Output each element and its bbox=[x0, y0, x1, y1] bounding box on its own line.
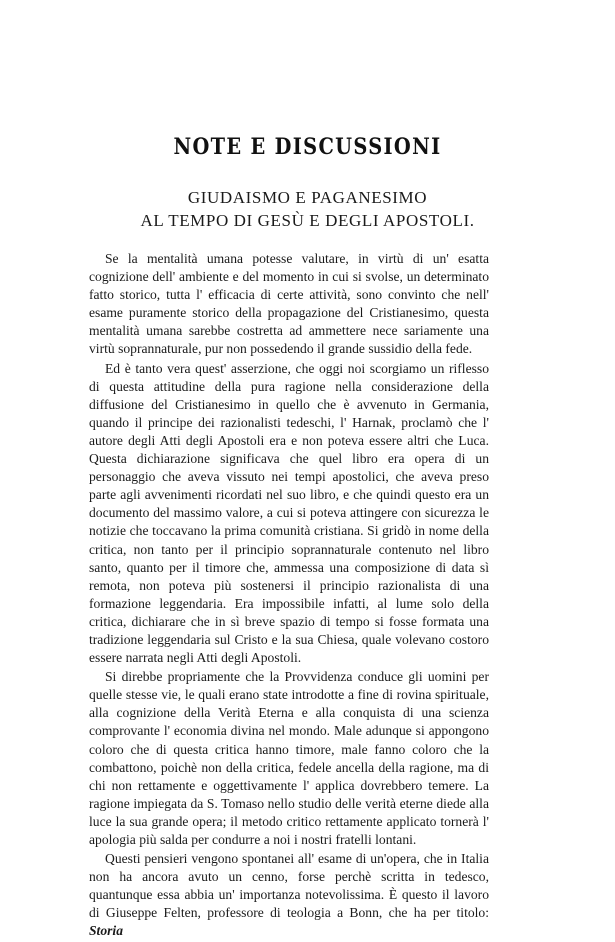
article-title-line-2: AL TEMPO DI GESÙ E DEGLI APOSTOLI. bbox=[140, 211, 475, 230]
paragraph-1: Se la mentalità umana potesse valutare, in virtù di un' esatta cognizione dell' ambiente e del momento in cui si svolse, un determinato fatto storico, tutta l' efficacia di certe attività, sono convinto che nell' esame puramente storico della propagazione del Cristianesimo, questa mentalità umana sarebbe costretta ad ammettere nece sariamente una virtù soprannaturale, pur non possedendo il grande sussidio della fede. bbox=[89, 251, 489, 357]
paragraph-4-text: Questi pensieri vengono spontanei all' esame di un'opera, che in Italia non ha ancora avuto un cenno, forse perchè scritta in tedesco, quantunque essa abbia un' importanza notevolissima. È questo il lavoro di Giuseppe Felten, professore di teologia a Bonn, che ha per titolo: bbox=[89, 851, 489, 921]
article-title bbox=[0, 186, 615, 232]
paragraph-3: Si direbbe propriamente che la Provvidenza conduce gli uomini per quelle stesse vie, le quali erano state introdotte a fine di rovina spirituale, alla cognizione della Verità Eterna e alla conquista di una scienza comprovante l' economia divina nel mondo. Male adunque si appongono coloro che di questa critica hanno timore, male fanno coloro che la combattono, poichè non della critica, fedele ancella della ragione, ma di chi non rettamente e oggettivamente l' applica dovrebbero temere. La ragione impiegata da S. Tomaso nello studio delle verità eterne diede alla luce la sua grande opera; il metodo critico rettamente applicato tornerà l' apologia più salda per condurre a noi i nostri fratelli lontani. bbox=[89, 669, 489, 847]
paragraph-4-italic-title: Storia bbox=[89, 923, 123, 939]
article-body bbox=[89, 250, 489, 942]
article-title-line-1: GIUDAISMO E PAGANESIMO bbox=[187, 188, 428, 207]
paragraph-2: Ed è tanto vera quest' asserzione, che oggi noi scorgiamo un riflesso di questa attitudine della pura ragione nella considerazione della diffusione del Cristianesimo in quello che è avvenuto in Germania, quando il principe dei razionalisti tedeschi, l' Harnak, proclamò che l' autore degli Atti degli Apostoli era e non poteva essere altri che Luca. Questa dichiarazione significava che quel libro era opera di un personaggio che aveva vissuto nei tempi apostolici, che aveva preso parte agli avvenimenti ricordati nel suo libro, e che quindi questo era un documento del massimo valore, a cui si poteva attingere con sicurezza le notizie che toccavano la prima comunità cristiana. Si gridò in nome della critica, non tanto per il principio soprannaturale contenuto nel libro santo, quanto per il timore che, ammessa una composizione di data sì remota, non poteva più sostenersi il principio razionalista di una formazione leggendaria. Era impossibile infatti, al lume solo della critica, dichiarare che in sì breve spazio di tempo si fosse formata una tradizione leggendaria sul Cristo e la sua Chiesa, quale volevano costoro essere narrata negli Atti degli Apostoli. bbox=[89, 360, 489, 666]
section-title: NOTE E DISCUSSIONI bbox=[173, 134, 442, 160]
paragraph-4 bbox=[89, 850, 489, 940]
